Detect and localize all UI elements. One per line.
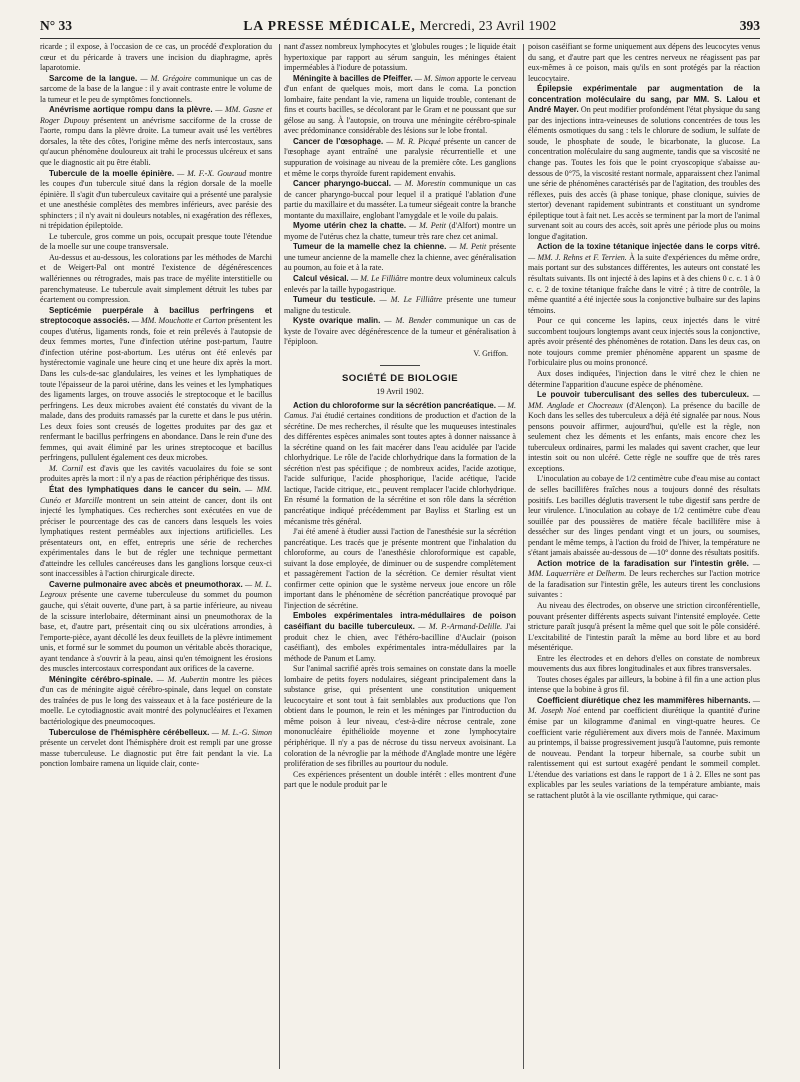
entry-text: montre les pièces d'un cas de méningite aiguë cérébro-spinale, dans lequel on constate des traînées de pus le long des vaisseaux et à la face postérieure de la moelle. Le cytodiagnostic avait montré des polynucléaires et l'examen bactériologique des pneumocoques. [40, 674, 272, 726]
paragraph: ricarde ; il expose, à l'occasion de ce cas, un procédé d'exploration du cœur et du péricarde à travers une incision du diaphragme, après laparotomie. [40, 42, 272, 73]
journal-name: LA PRESSE MÉDICALE, [243, 18, 416, 33]
entry-title: Cancer de l'œsophage. [293, 136, 384, 146]
entry-title: Action du chloroforme sur la sécrétion pancréatique. [293, 400, 496, 410]
entry [528, 242, 760, 316]
entry [284, 221, 516, 242]
entry-title: Tubercule de la moelle épinière. [49, 168, 175, 178]
paragraph: Toutes choses égales par ailleurs, la bobine à fil fin a une action plus intense que la bobine à gros fil. [528, 674, 760, 695]
paragraph [40, 464, 272, 485]
entry-title: Action motrice de la faradisation sur l'intestin grêle. [537, 558, 749, 568]
entry-text: montre les coupes d'un tubercule situé dans la région dorsale de la moelle épinière. Il s'agit d'un tuberculeux cavitaire qui a présenté une paralysie et une anesthésie complètes des membres inférieurs, avec parésie des sphincters ; il n'y avait ni douleurs notables, ni exagération des réflexes, ni trépidation épileptoïde. [40, 168, 272, 231]
entry-author: — M. Petit [406, 221, 446, 231]
entry-author: — M. Simon [412, 73, 455, 83]
entry-text: De leurs recherches sur l'action motrice de la faradisation sur l'intestin grêle, les auteurs tirent les conclusions suivantes : [528, 569, 760, 600]
entry [40, 580, 272, 675]
entry-text: apporte le cerveau d'un enfant de quelques mois, mort dans le coma. La ponction lombaire, faite pendant la vie, ramena un liquide trouble, contenant de fins et courts bacilles, se décolorant par le Gram et ne poussant que sur gélose au sang. À l'autopsie, on trouva une méningite cérébro-spinale avec prédominance considérable des lésions sur le lobe frontal. [284, 73, 516, 136]
entry [40, 675, 272, 728]
entry-author: — MM. Laquerrière et Delherm. [528, 558, 760, 579]
entry-text: On peut modifier profondément l'état physique du sang par des injections intra-veineuses de solutions concentrées de tous les éléments osmotiques du sang : tels le chlorure de sodium, le sulfate de soude, le phosphate de soude, le bicarbonate, la glucose. La concentration moléculaire du sang augmente, tandis que sa viscosité ne change pas. Toutes les fois que le point cryoscopique s'abaisse au-dessous de 0°75, la viscosité restant normale, apparaissent chez l'animal une série de phénomènes caractérisés par de l'agitation, des troubles des réflexes, puis des accès (à phase tonique, phase clonique, suivies de stertor) devenant rapidement subintrants et constituant un syndrome épileptique tout à fait net. Les accès se terminent par la mort de l'animal survenant soit au cours des accès, soit après une période plus ou moins longue d'agitation. [528, 105, 760, 241]
entry-author: — M. Morestin [390, 179, 446, 189]
entry-title: Sarcome de la langue. [49, 73, 138, 83]
entry-author: — MM. Mouchotte et Carton [129, 316, 226, 326]
paragraph: J'ai été amené à étudier aussi l'action de l'anesthésie sur la sécrétion pancréatique. Les tracés que je présente montrent que l'inhalation du chloroforme, au cours de l'anesthésie chloroformique est capable, suivant la dose employée, de diminuer ou de suspendre complètement et passagèrement l'action de la sécrétion. Ce dernier résultat vient confirmer cette opinion que le système nerveux joue encore un rôle important dans le phénomène de sécrétion pancréatique provoqué par l'injection de sécrétine. [284, 527, 516, 610]
section-separator [380, 365, 420, 366]
entry-author: — M. R. Picqué [383, 136, 441, 146]
column-1 [40, 42, 272, 1072]
entry-title: Cancer pharyngo-buccal. [293, 179, 391, 189]
entry [528, 696, 760, 801]
signature: V. Griffon. [473, 348, 508, 358]
entry-title: État des lymphatiques dans le cancer du sein. [49, 484, 241, 494]
entry-text: présente une caverne tuberculeuse du sommet du poumon gauche, qui s'était ouverte, d'une part, à sa partie inférieure, au niveau de la scissure interlobaire, déterminant ainsi un pneumothorax de la base, et, d'autre part, présentait cinq ou six ulcérations arrondies, à l'emporte-pièce, ayant décollé les deux feuillets de la plèvre intimement unis, et formé sur le sommet du poumon un véritable abcès thoracique, ayant tendance à s'ouvrir à la peau, ainsi qu'en témoignent les érosions des muscles intercostaux correspondant aux orifices de la caverne. [40, 590, 272, 674]
paragraph: Le tubercule, gros comme un pois, occupait presque toute l'étendue de la moelle sur une coupe transversale. [40, 231, 272, 252]
column-divider [523, 44, 524, 1069]
entry-text: J'ai étudié certaines conditions de production et d'action de la sécrétine. De mes recherches, il résulte que les muqueuses intestinales des différentes espèces animales sont toutes aptes à donner naissance à la sécrétine quand on les fait macérer dans l'eau acidulée par l'acide chlorhydrique. Le rôle de l'acide chlorhydrique dans la formation de la sécrétion n'est pas spécifique ; de nombreux acides, l'acide azotique, l'acide sulfurique, l'acide phosphorique, l'acide acétique, l'acide lactique, l'acide citrique, etc., peuvent remplacer l'acide chlorhydrique. En résumé la formation de la sécrétine et son rôle dans la sécrétion pancréatique indiqué précédemment par Bayliss et Starling est un mécanisme très général. [284, 411, 516, 526]
entry-author: — M. Petit [446, 242, 487, 252]
entry-title: Kyste ovarique malin. [293, 316, 381, 326]
entry-title: Calcul vésical. [293, 274, 349, 284]
entry-title: Caverne pulmonaire avec abcès et pneumothorax. [49, 579, 243, 589]
entry [40, 169, 272, 232]
entry [284, 274, 516, 295]
paragraph: Au-dessus et au-dessous, les colorations par les méthodes de Marchi et de Weigert-Pal ont montré l'existence de dégénérescences wallériennes ou rétrogrades, mais pas trace de myélite interstitielle ou parenchymateuse. Le tubercule avait simplement détruit les tubes par écartement ou compression. [40, 252, 272, 305]
entry-title: Méningite à bacilles de Pfeiffer. [293, 73, 413, 83]
paragraph: Pour ce qui concerne les lapins, ceux injectés dans le vitré succombent toujours longtemps avant ceux injectés sous la conjonctive, après avoir présenté des phénomènes de rotation. Dans les deux cas, on note toujours comme premier phénomène apparent un spasme de l'orbiculaire plus ou moins prononcé. [528, 316, 760, 368]
entry-title: Le pouvoir tuberculisant des selles des tuberculeux. [537, 390, 749, 400]
entry [284, 401, 516, 528]
entry [528, 390, 760, 474]
entry [40, 74, 272, 106]
entry-author: — M. Bender [380, 316, 432, 326]
entry [284, 137, 516, 179]
entry [284, 316, 516, 348]
entry-title: Tumeur de la mamelle chez la chienne. [293, 242, 447, 252]
entry-title: Méningite cérébro-spinale. [49, 674, 153, 684]
entry-author: — M. Le Filliâtre [375, 295, 443, 305]
entry-author: — M. F.-X. Gouraud [174, 168, 247, 178]
entry-author: — M. Aubertin [152, 674, 209, 684]
entry-title: Septicémie puerpérale à bacillus perfringens et streptocoque associés. [40, 305, 272, 326]
entry-text: présente un cervelet dont l'hémisphère droit est rempli par une grosse masse tuberculeuse. Le diagnostic put être fait pendant la vie. La ponction lombaire ramena un liquide clair, conte- [40, 738, 272, 769]
entry [284, 179, 516, 221]
page-number: 393 [739, 18, 760, 33]
entry [284, 74, 516, 137]
entry-author: — MM. Cunéo et Marcille [40, 484, 272, 505]
entry [528, 559, 760, 601]
paragraph: L'inoculation au cobaye de 1/2 centimètre cube d'eau mise au contact de selles bacillifères fraîches nous a toujours donné des résultats positifs. Les bacilles déglutis traversent le tube digestif sans perdre de leur virulence. L'inoculation au cobaye de 1/2 centimètre cube d'eau souillée par des poussières de matière fécale bacillifère mise à dessécher sur des linges pendant vingt et un jours, ou soumises, pendant le même temps, à l'action du froid de l'hiver, la température ne s'étant jamais abaissée au-dessous de —10° donne des résultats positifs. [528, 474, 760, 558]
section-date: 19 Avril 1902. [376, 386, 424, 396]
entry-text: présentent un anévrisme sacciforme de la crosse de l'aorte, rompu dans la plèvre droite. La tumeur avait usé les vertèbres dorsales, la tête des côtes, l'origine même des nerfs intercostaux, sans qu'aucun phénomène douloureux ait trahi le processus ulcéreux et sans que le diagnostic ait pu être établi. [40, 115, 272, 168]
entry-author: — M. L.-G. Simon [209, 727, 272, 737]
entry-author: — MM. Gasne et Roger Dupouy [40, 105, 272, 125]
entry-author: — MM. Anglade et Chocreaux [528, 390, 760, 410]
entry-text: (d'Alençon). La présence du bacille de Koch dans les selles des tuberculeux a déjà été signalée par nous. Nous pensons pouvoir affirmer, aujourd'hui, qu'elle est la règle, non seulement chez les déments et les enfants, mais encore chez les tuberculeux ordinaires, parmi les malades qui savent cracher, que leur intestin soit ou non ulcéré. Cette règle ne souffre que de très rares exceptions. [528, 400, 760, 473]
entry-title: Coefficient diurétique chez les mammifères hibernants. [537, 695, 751, 705]
paragraph: Ces expériences présentent un double intérêt : elles montrent d'une part que le nodule produit par le [284, 769, 516, 790]
entry-text: communique un cas de cancer pharyngo-buccal pour lequel il a pratiqué l'ablation d'une partie du maxillaire et du masséter. La tumeur siégeait contre la branche montante du maxillaire, englobant l'amygdale et le voile du palais. [284, 179, 516, 220]
header-rule [40, 38, 760, 39]
entry-text: communique un cas de kyste de l'ovaire avec dégénérescence de la tumeur et généralisation à l'épiploon. [284, 316, 516, 347]
page-header [40, 18, 760, 40]
entry-author: — M. Camus. [284, 400, 516, 421]
section-title: SOCIÉTÉ DE BIOLOGIE [341, 373, 459, 385]
issue-date: Mercredi, 23 Avril 1902 [419, 18, 557, 33]
column-3 [528, 42, 760, 1072]
entry [284, 611, 516, 664]
entry-author: — M. Le Filliâtre [348, 274, 408, 284]
entry-author: — MM. J. Rehns et F. Terrien. [528, 252, 627, 262]
entry-title: Anévrisme aortique rompu dans la plèvre. [49, 105, 213, 115]
entry-title: Action de la toxine tétanique injectée dans le corps vitré. [537, 242, 760, 252]
entry-title: Tumeur du testicule. [293, 295, 376, 305]
entry [40, 485, 272, 580]
entry-author: M. Cornil [49, 463, 83, 473]
paragraph: Entre les électrodes et en dehors d'elles on constate de nombreux mouvements dus aux fibres longitudinales et aux fibres transversales. [528, 653, 760, 674]
entry [40, 306, 272, 464]
paragraph: Aux doses indiquées, l'injection dans le vitré chez le chien ne détermine l'apparition d'aucune espèce de phénomène. [528, 368, 760, 389]
entry-title: Épilepsie expérimentale par augmentation de la concentration moléculaire du sang, par MM. S. Lalou et André Mayer. [528, 84, 760, 115]
entry-author: — M. Joseph Noé [528, 695, 760, 716]
journal-title-line [40, 18, 760, 34]
entry-author: — M. L. Legroux [40, 579, 272, 600]
entry-text: (d'Alfort) montre un myome de l'utérus chez la chatte, tumeur très rare chez cet animal. [284, 221, 516, 241]
entry [40, 728, 272, 770]
paragraph: nant d'assez nombreux lymphocytes et 'globules rouges ; le liquide était hypertoxique par rapport au sérum sanguin, les méninges étaient imperméables à l'iodure de potassium. [284, 42, 516, 73]
entry [284, 295, 516, 316]
entry-text: montre deux volumineux calculs enlevés par la taille hypogastrique. [284, 274, 516, 294]
entry-text: entend par coefficient diurétique la quantité d'urine émise par un kilogramme d'animal en vingt-quatre heures. Ce coefficient varie régulièrement aux divers mois de l'année. Maximum au printemps, il baisse progressivement jusqu'à l'automne, puis remonte de nouveau. Pendant la torpeur hibernale, sa courbe subit un ralentissement qui est surtout exagéré pendant le sommeil complet. L'étendue des variations est dans le rapport de 1 à 2. Elles ne sont pas explicables par les seules variations de la température ambiante, mais se rattachent plutôt à la vie oscillante rythmique, qui carac- [528, 706, 760, 800]
entry-title: Tuberculose de l'hémisphère cérébelleux. [49, 727, 210, 737]
paragraph: Sur l'animal sacrifié après trois semaines on constate dans la moelle lombaire de petits foyers nodulaires, siégeant principalement dans la substance grise, qui présentent une constitution uniquement leucocytaire et sont tout à fait semblables aux productions que l'on obtient dans le poumon, le rein et les méninges par l'introduction du même poison à leur niveau, c'est-à-dire nécrose centrale, zone mononucléaire épithélioïde moyenne et zone lymphocytaire périphérique. Il n'y a pas de nécrose du tissu nerveux avoisinant. La coloration de la névroglie par la méthode d'Anglade montre une légère prolifération de ses fibrilles au pourtour du nodule. [284, 664, 516, 769]
entry-text: présente un cancer de l'œsophage ayant entraîné une paralysie récurrentielle et une suppuration de voisinage au niveau de la première côte. Les ganglions et même le corps thyroïde furent rapidement envahis. [284, 136, 516, 178]
entry-title: Myome utérin chez la chatte. [293, 221, 407, 231]
entry-author: — M. P.-Armand-Delille. [414, 621, 503, 631]
entry-text: présente une tumeur maligne du testicule. [284, 295, 516, 315]
entry-text: montrent un sein atteint de cancer, dont ils ont injecté les lymphatiques. Ces recherches sont exécutées en vue de préciser le pourcentage des cas de cancers dans lesquels les voies lymphatiques restent perméables aux injections artificielles. Les présentateurs ont, en effet, entrepris une série de recherches expérimentales dans le but de régler une technique permettant d'atteindre les cellules cancéreuses dans les ganglions lorsque ceux-ci sont inaccessibles à l'action chirurgicale directe. [40, 495, 272, 579]
entry-text: À la suite d'expériences du même ordre, mais portant sur des substances différentes, les auteurs ont constaté les résultats suivants. Ils ont injecté à des lapins et à des chiens 0 c. c. 1 à 0 c. c. 2 de toxine tétanique fraîche dans le vitré ; à titre de contrôle, la même quantité a été injectée sous la conjonctive bulbaire sur des lapins témoins. [528, 252, 760, 315]
paragraph: Au niveau des électrodes, on observe une striction circonférentielle, pouvant présenter différents aspects suivant l'intensité employée. Cette stricture paraît jusqu'à présent la même quel que soit le pôle considéré. L'excitabilité de l'intestin paraît la même au bord libre et au bord mésentérique. [528, 600, 760, 653]
column-divider [279, 44, 280, 1069]
issue-number: N° 33 [40, 18, 73, 33]
paragraph: poison caséifiant se forme uniquement aux dépens des leucocytes venus du sang, et d'autre part que les centres nerveux ne réagissent pas par eux-mêmes à ce poison, mais qu'ils en sont protégés par la réaction leucocytaire. [528, 42, 760, 83]
entry-author: — M. Grégoire [137, 73, 192, 83]
entry-text: présente une tumeur ancienne de la mamelle chez la chienne, avec généralisation au poumon, au foie et à la rate. [284, 242, 516, 273]
entry [528, 84, 760, 242]
entry-text: communique un cas de sarcome de la base de la langue : il y avait contraste entre le volume de la tumeur et le peu de symptômes fonctionnels. [40, 73, 272, 104]
entry-title: Emboles expérimentales intra-médullaires de poison caséifiant du bacille tuberculeux. [284, 611, 516, 631]
entry [40, 105, 272, 168]
entry-text: est d'avis que les cavités vacuolaires du foie se sont produites après la mort : il n'y a pas de réaction périphérique des tissus. [40, 463, 272, 484]
column-2 [284, 42, 516, 1072]
entry-text: J'ai produit chez le chien, avec l'éthéro-bacilline d'Auclair (poison caséifiant), des emboles expérimentales intra-médullaires par la méthode de Panum et Lamy. [284, 621, 516, 663]
entry-text: présentent les coupes d'utérus, ligaments ronds, foie et rein prélevés à l'autopsie de deux femmes mortes, l'une d'infection utérine post-partum, l'autre d'infection utérine post-abortum. Les utérus ont été enlevés par hystérectomie vaginale une heure cinq et une heure dix après la mort. Dans les culs-de-sac glandulaires, les veines et les lymphatiques de toute l'épaisseur de la paroi utérine, dans les veines et les lymphatiques des ligaments larges, on trouve associés le streptocoque et le bacillus perfringens. Les deux microbes avaient été constatés du vivant de la malade, dans des produits ramassés par la curette et dans le pus utérin. Les deux foies sont creusés de logettes produites par des gaz et renfermant le bacillus perfringens en abondance. Dans le rein d'une des femmes, qui avait éliminé par les urines streptocoque et bacillus perfringens, pullulent également ces deux microbes. [40, 316, 272, 463]
entry [284, 242, 516, 274]
